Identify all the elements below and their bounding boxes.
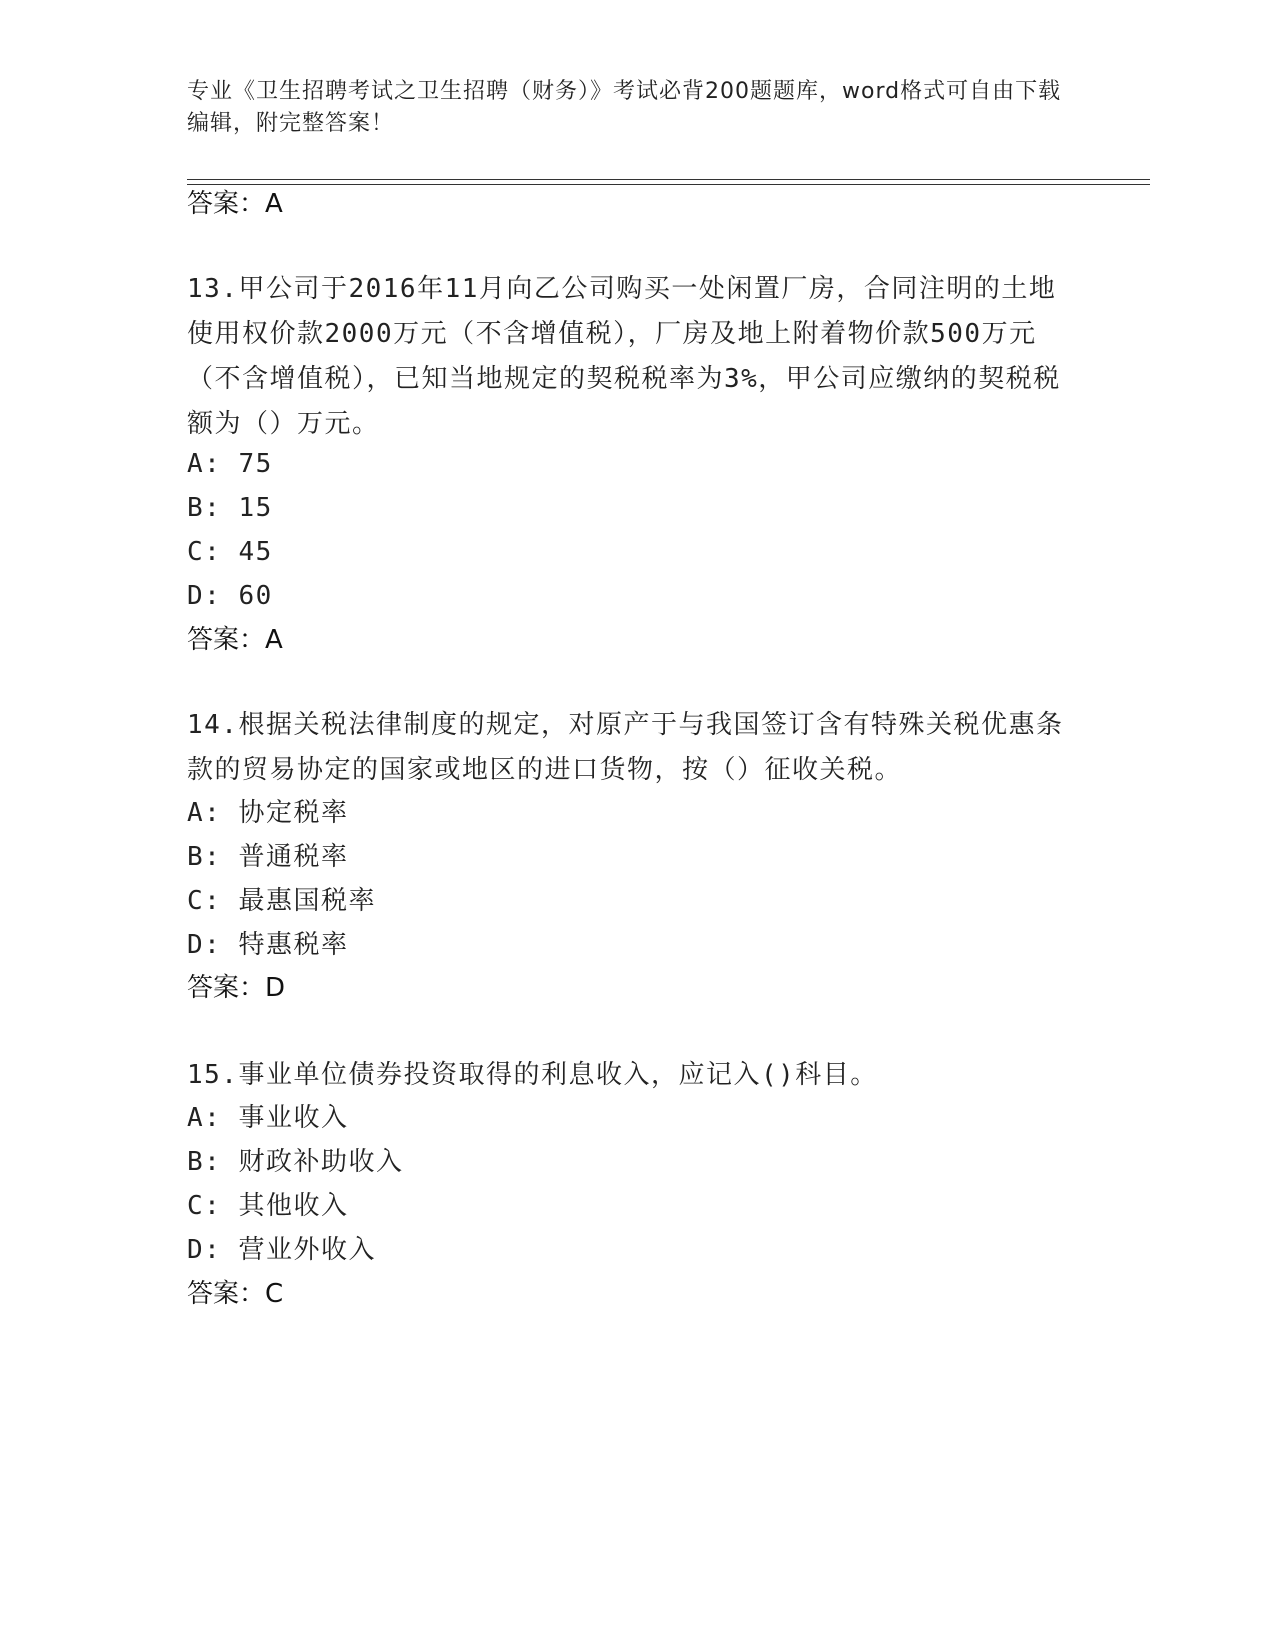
question-15-option-b: B: 财政补助收入 xyxy=(187,1147,404,1177)
question-13-answer: 答案：A xyxy=(187,625,283,655)
header-divider-bottom xyxy=(187,184,1150,185)
question-15-option-c: C: 其他收入 xyxy=(187,1191,349,1221)
question-14-option-d: D: 特惠税率 xyxy=(187,930,349,960)
question-15-option-a: A: 事业收入 xyxy=(187,1103,349,1133)
question-15-answer: 答案：C xyxy=(187,1279,284,1309)
question-14-option-b: B: 普通税率 xyxy=(187,842,349,872)
question-13-option-c: C: 45 xyxy=(187,537,273,567)
question-15-option-d: D: 营业外收入 xyxy=(187,1235,376,1265)
question-14-option-c: C: 最惠国税率 xyxy=(187,886,376,916)
question-14-answer: 答案：D xyxy=(187,973,286,1003)
header-divider-top xyxy=(187,179,1150,180)
question-15-text: 15.事业单位债券投资取得的利息收入，应记入()科目。 xyxy=(187,1060,878,1090)
previous-answer: 答案：A xyxy=(187,189,283,219)
question-14-text: 14.根据关税法律制度的规定，对原产于与我国签订含有特殊关税优惠条款的贸易协定的国家或地区的进口货物，按（）征收关税。 xyxy=(187,710,1064,785)
question-13-option-b: B: 15 xyxy=(187,493,273,523)
question-14-option-a: A: 协定税率 xyxy=(187,798,349,828)
question-13-text: 13.甲公司于2016年11月向乙公司购买一处闲置厂房，合同注明的土地使用权价款2000万元（不含增值税），厂房及地上附着物价款500万元（不含增值税），已知当地规定的契税税率为3%，甲公司应缴纳的契税税额为（）万元。 xyxy=(187,274,1061,439)
question-13-option-d: D: 60 xyxy=(187,581,273,611)
page-header-text: 专业《卫生招聘考试之卫生招聘（财务）》考试必背200题题库，word格式可自由下载编辑，附完整答案！ xyxy=(187,79,1062,136)
question-13-option-a: A: 75 xyxy=(187,449,273,479)
